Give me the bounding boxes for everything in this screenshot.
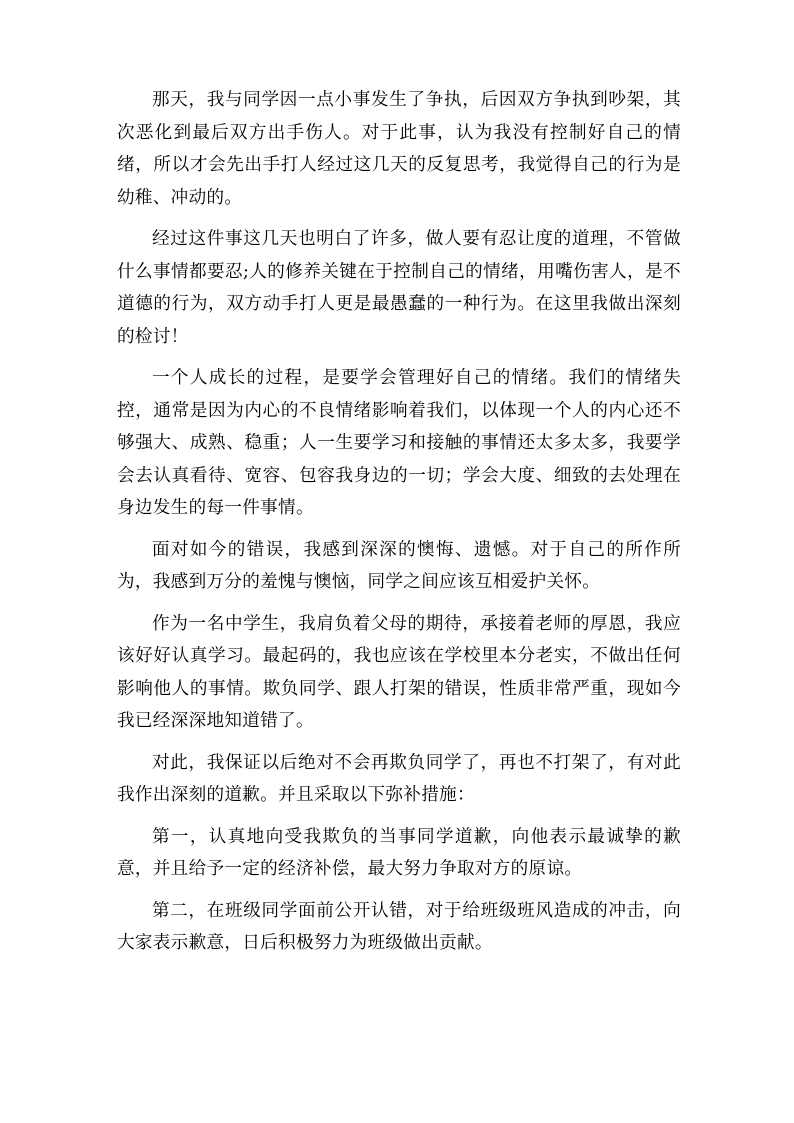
paragraph: 第二，在班级同学面前公开认错，对于给班级班风造成的冲击，向大家表示歉意，日后积极努力为班级做出贡献。: [117, 900, 681, 953]
paragraph: 第一，认真地向受我欺负的当事同学道歉，向他表示最诚挚的歉意，并且给予一定的经济补偿，最大努力争取对方的原谅。: [117, 826, 681, 879]
paragraph: 经过这件事这几天也明白了许多，做人要有忍让度的道理，不管做什么事情都要忍;人的修养关键在于控制自己的情绪，用嘴伤害人，是不道德的行为，双方动手打人更是最愚蠢的一种行为。在这里我做出深刻的检讨！: [117, 229, 681, 347]
paragraph: 面对如今的错误，我感到深深的懊悔、遗憾。对于自己的所作所为，我感到万分的羞愧与懊恼，同学之间应该互相爱护关怀。: [117, 539, 681, 592]
paragraph: 一个人成长的过程，是要学会管理好自己的情绪。我们的情绪失控，通常是因为内心的不良情绪影响着我们，以体现一个人的内心还不够强大、成熟、稳重；人一生要学习和接触的事情还太多太多，我要学会去认真看待、宽容、包容我身边的一切；学会大度、细致的去处理在身边发生的每一件事情。: [117, 368, 681, 518]
paragraph: 对此，我保证以后绝对不会再欺负同学了，再也不打架了，有对此我作出深刻的道歉。并且采取以下弥补措施：: [117, 752, 681, 805]
document-page: [117, 84, 681, 969]
paragraph: 作为一名中学生，我肩负着父母的期待，承接着老师的厚恩，我应该好好认真学习。最起码的，我也应该在学校里本分老实，不做出任何影响他人的事情。欺负同学、跟人打架的错误，性质非常严重，现如今我已经深深地知道错了。: [117, 613, 681, 731]
paragraph: 那天，我与同学因一点小事发生了争执，后因双方争执到吵架，其次恶化到最后双方出手伤人。对于此事，认为我没有控制好自己的情绪，所以才会先出手打人经过这几天的反复思考，我觉得自己的行为是幼稚、冲动的。: [117, 90, 681, 208]
